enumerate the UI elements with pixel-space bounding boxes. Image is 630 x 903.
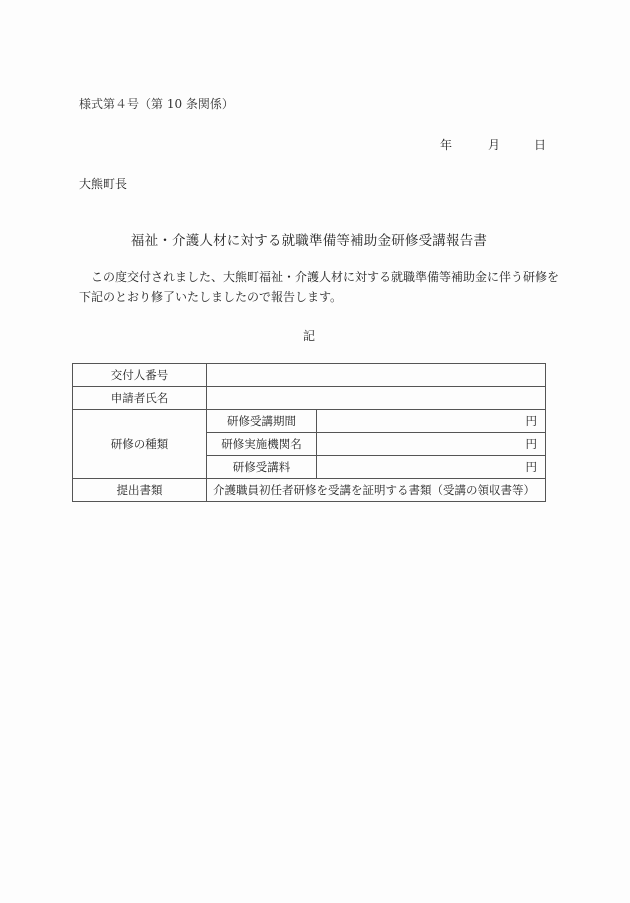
date-day-label: 日 (534, 138, 547, 152)
date-year-label: 年 (440, 138, 453, 152)
grant-number-field[interactable] (207, 364, 546, 387)
body-line-2: 下記のとおり修了いたしましたので報告します。 (79, 290, 343, 304)
ki-heading: 記 (302, 329, 315, 343)
date-month-label: 月 (488, 138, 501, 152)
training-period-label: 研修受講期間 (207, 410, 317, 433)
table-row (73, 479, 546, 502)
applicant-name-label: 申請者氏名 (73, 387, 207, 410)
grant-number-label: 交付人番号 (73, 364, 207, 387)
report-table (72, 363, 546, 502)
training-institution-field[interactable]: 円 (317, 433, 546, 456)
applicant-name-field[interactable] (207, 387, 546, 410)
training-fee-label: 研修受講料 (207, 456, 317, 479)
training-institution-label: 研修実施機関名 (207, 433, 317, 456)
documents-label: 提出書類 (73, 479, 207, 502)
addressee: 大熊町長 (79, 177, 128, 191)
document-title: 福祉・介護人材に対する就職準備等補助金研修受講報告書 (130, 233, 488, 249)
body-text (79, 267, 560, 307)
table-row (73, 387, 546, 410)
date-line (420, 136, 548, 152)
documents-value: 介護職員初任者研修を受講を証明する書類（受講の領収書等） (207, 479, 546, 502)
table-row (73, 364, 546, 387)
body-line-1: この度交付されました、大熊町福祉・介護人材に対する就職準備等補助金に伴う研修を (91, 270, 560, 284)
table-row (73, 410, 546, 433)
training-fee-field[interactable]: 円 (317, 456, 546, 479)
training-type-label: 研修の種類 (73, 410, 207, 479)
training-period-field[interactable]: 円 (317, 410, 546, 433)
form-number: 様式第４号（第 10 条関係） (79, 97, 234, 111)
